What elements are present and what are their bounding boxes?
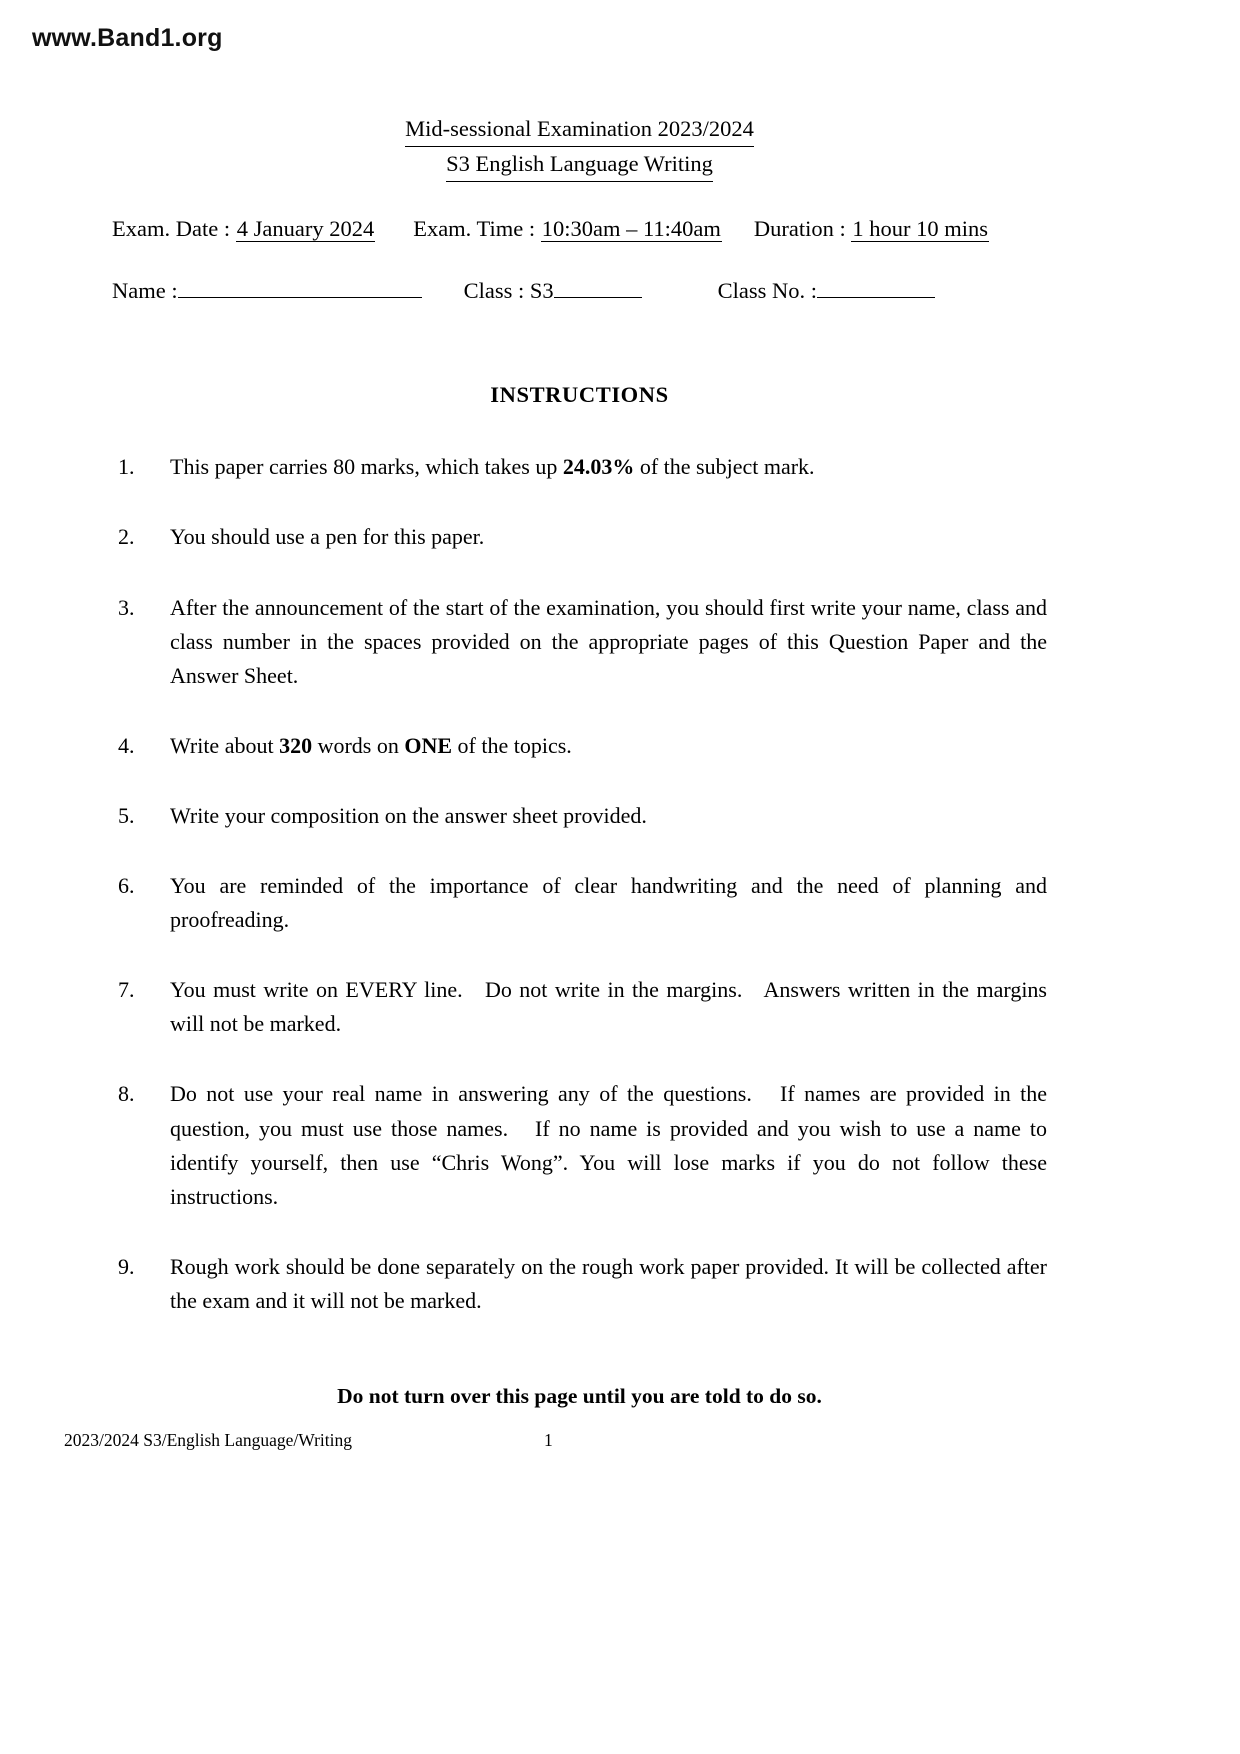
class-field-blank[interactable] (554, 280, 642, 298)
instructions-heading: INSTRUCTIONS (490, 382, 669, 408)
document-body (112, 112, 1047, 1409)
list-item (112, 729, 1047, 763)
list-item-text: Do not use your real name in answering any of the questions. If names are provided in the question, you must use those names. If no name is provided and you wish to use a name to identify yourself, then use “Chris Wong”. You will lose marks if you do not follow these instructions. (170, 1081, 1047, 1209)
class-field-label: Class : S3 (463, 278, 554, 304)
exam-duration (754, 216, 989, 242)
exam-date-label: Exam. Date : (112, 216, 236, 242)
list-item-number: 9. (118, 1253, 135, 1279)
list-item (112, 1250, 1047, 1318)
exam-title-line-2: S3 English Language Writing (446, 147, 713, 182)
exam-duration-label: Duration : (753, 216, 852, 242)
list-item (112, 799, 1047, 833)
list-item-number: 3. (118, 594, 135, 620)
list-item (112, 1077, 1047, 1213)
do-not-turn-over-notice: Do not turn over this page until you are told to do so. (337, 1383, 822, 1408)
list-item-number: 8. (118, 1081, 135, 1107)
list-item-text: After the announcement of the start of the examination, you should first write your name, class and class number in the spaces provided on the appropriate pages of this Question Paper and the Answer Sheet. (170, 594, 1047, 688)
list-item-number: 7. (118, 977, 135, 1003)
class-no-field-label: Class No. : (717, 278, 818, 304)
exam-time (413, 216, 722, 242)
name-field-label: Name : (112, 278, 178, 304)
list-item-text: You should use a pen for this paper. (170, 524, 485, 550)
exam-duration-value: 1 hour 10 mins (852, 216, 989, 242)
exam-title-block (112, 112, 1047, 182)
list-item-number: 5. (118, 802, 135, 828)
list-item-text: Rough work should be done separately on the rough work paper provided. It will be collected after the exam and it will not be marked. (170, 1253, 1047, 1313)
exam-date (112, 216, 375, 242)
list-item-text: This paper carries 80 marks, which takes up 24.03% of the subject mark. (170, 454, 815, 480)
exam-time-label: Exam. Time : (413, 216, 541, 242)
list-item-text: Write your composition on the answer sheet provided. (170, 802, 647, 828)
list-item (112, 520, 1047, 554)
list-item-number: 2. (118, 524, 135, 550)
list-item (112, 973, 1047, 1041)
list-item-text: You are reminded of the importance of clear handwriting and the need of planning and proofreading. (170, 873, 1047, 933)
list-item (112, 869, 1047, 937)
name-field-blank[interactable] (178, 280, 422, 298)
student-fields-row (112, 278, 1047, 304)
list-item-number: 6. (118, 873, 135, 899)
exam-meta-row (112, 216, 1047, 242)
class-no-field-blank[interactable] (817, 280, 935, 298)
page-footer (64, 1430, 1176, 1451)
list-item-number: 4. (118, 732, 135, 758)
list-item-number: 1. (118, 454, 135, 480)
list-item (112, 591, 1047, 693)
page-footer-left: 2023/2024 S3/English Language/Writing (64, 1430, 353, 1450)
instructions-list (112, 450, 1047, 1318)
exam-date-value: 4 January 2024 (236, 216, 375, 242)
page-number: 1 (544, 1430, 553, 1450)
exam-time-value: 10:30am – 11:40am (541, 216, 721, 242)
list-item-text: Write about 320 words on ONE of the topics. (170, 732, 572, 758)
list-item-text: You must write on EVERY line. Do not write in the margins. Answers written in the margins will not be marked. (170, 977, 1047, 1037)
site-watermark: www.Band1.org (32, 24, 223, 52)
list-item (112, 450, 1047, 484)
exam-title-line-1: Mid-sessional Examination 2023/2024 (405, 112, 754, 147)
